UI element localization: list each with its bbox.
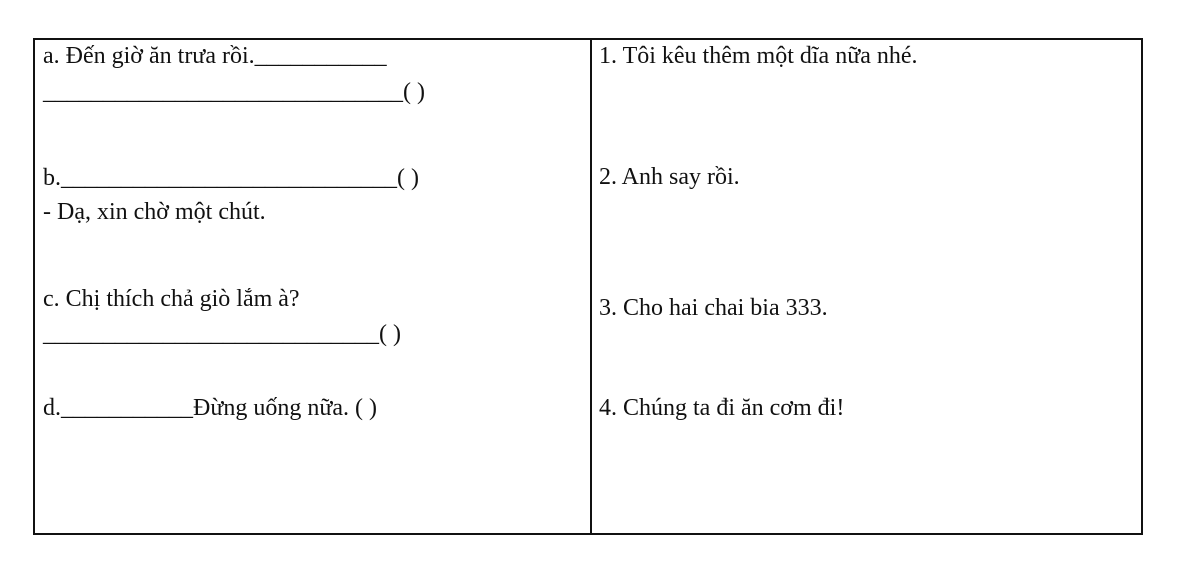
item-c-line1: c. Chị thích chả giò lắm à? — [43, 286, 300, 312]
item-b-line1: b.____________________________( ) — [43, 165, 419, 191]
option-4: 4. Chúng ta đi ăn cơm đi! — [599, 395, 845, 421]
matching-exercise-table — [33, 38, 1143, 535]
item-c-line2: ____________________________( ) — [43, 321, 401, 347]
item-b-line2: - Dạ, xin chờ một chút. — [43, 199, 266, 225]
option-3: 3. Cho hai chai bia 333. — [599, 295, 828, 321]
option-1: 1. Tôi kêu thêm một dĩa nữa nhé. — [599, 43, 918, 69]
item-a-line2: ______________________________( ) — [43, 79, 425, 105]
column-divider — [590, 40, 592, 533]
item-d-line1: d.___________Đừng uống nữa. ( ) — [43, 395, 377, 421]
item-a-line1: a. Đến giờ ăn trưa rồi.___________ — [43, 43, 387, 69]
option-2: 2. Anh say rồi. — [599, 164, 740, 190]
